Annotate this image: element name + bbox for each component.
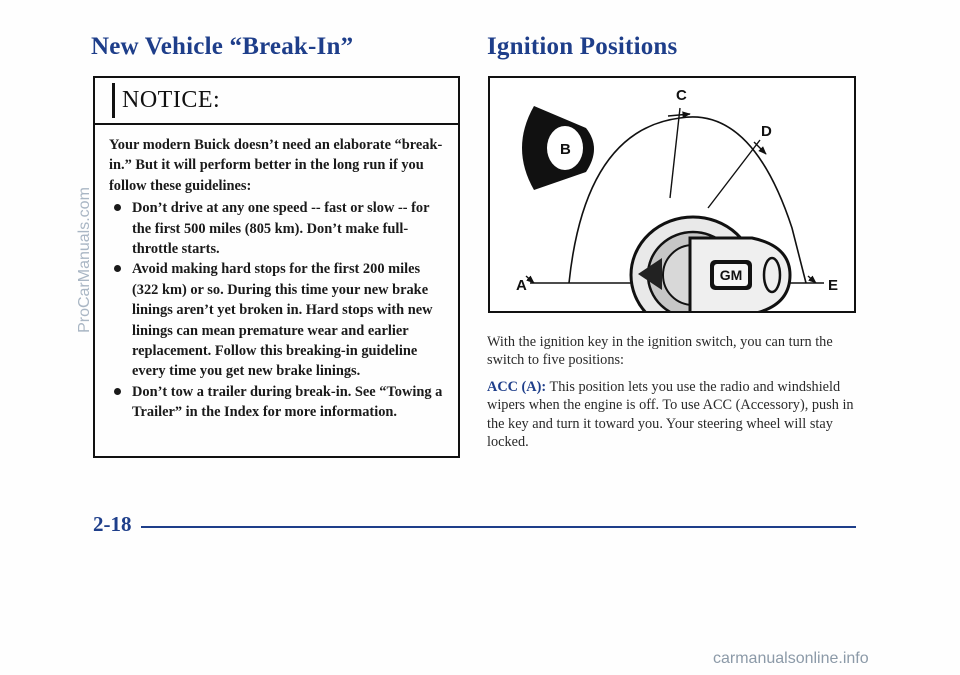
section-heading-ignition: Ignition Positions bbox=[487, 33, 678, 60]
section-heading-break-in: New Vehicle “Break-In” bbox=[91, 33, 354, 60]
notice-header bbox=[95, 78, 458, 125]
footer-rule bbox=[141, 526, 856, 528]
label-c: C bbox=[676, 87, 687, 104]
label-e: E bbox=[828, 277, 839, 294]
position-line-c bbox=[670, 108, 680, 198]
notice-title: NOTICE: bbox=[122, 87, 221, 113]
ignition-text bbox=[487, 333, 859, 459]
acc-text: This position lets you use the radio and windshield wipers when the engine is off. To use ACC (Accessory), push in the key and turn it toward you. Your steering wheel will stay locked. bbox=[487, 378, 854, 451]
notice-box bbox=[93, 76, 460, 458]
notice-bullet: Don’t drive at any one speed -- fast or slow -- for the first 500 miles (805 km). Don’t make full-throttle starts. bbox=[109, 198, 444, 259]
acc-paragraph bbox=[487, 378, 859, 452]
ignition-diagram bbox=[488, 76, 856, 313]
notice-list bbox=[109, 198, 444, 422]
gm-logo-text: GM bbox=[719, 267, 743, 283]
label-b: B bbox=[560, 141, 571, 158]
watermark-bottom: carmanualsonline.info bbox=[713, 650, 869, 667]
notice-bullet: Avoid making hard stops for the first 200 miles (322 km) or so. During this time your new brake linings aren’t yet broken in. Hard stops with new linings can mean premature wear and earlier replacement. Follow this breaking-in guideline every time you get new brake linings. bbox=[109, 259, 444, 381]
label-d: D bbox=[761, 123, 772, 140]
label-a: A bbox=[516, 277, 527, 294]
notice-intro: Your modern Buick doesn’t need an elaborate “break-in.” But it will perform better in the long run if you follow these guidelines: bbox=[109, 137, 443, 194]
ignition-diagram-svg bbox=[490, 78, 854, 311]
page-number: 2-18 bbox=[93, 512, 132, 536]
watermark-side-text: ProCarManuals.com bbox=[76, 187, 93, 333]
notice-body bbox=[95, 125, 458, 423]
notice-bar bbox=[112, 83, 115, 118]
ignition-intro: With the ignition key in the ignition switch, you can turn the switch to five positions: bbox=[487, 334, 833, 369]
arc-arrow bbox=[526, 276, 534, 283]
position-line-d bbox=[708, 140, 760, 208]
notice-bullet: Don’t tow a trailer during break-in. See “Towing a Trailer” in the Index for more information. bbox=[109, 382, 444, 423]
arc-arrow bbox=[668, 114, 690, 116]
acc-label: ACC (A): bbox=[487, 378, 547, 395]
arc-arrow bbox=[808, 276, 816, 283]
